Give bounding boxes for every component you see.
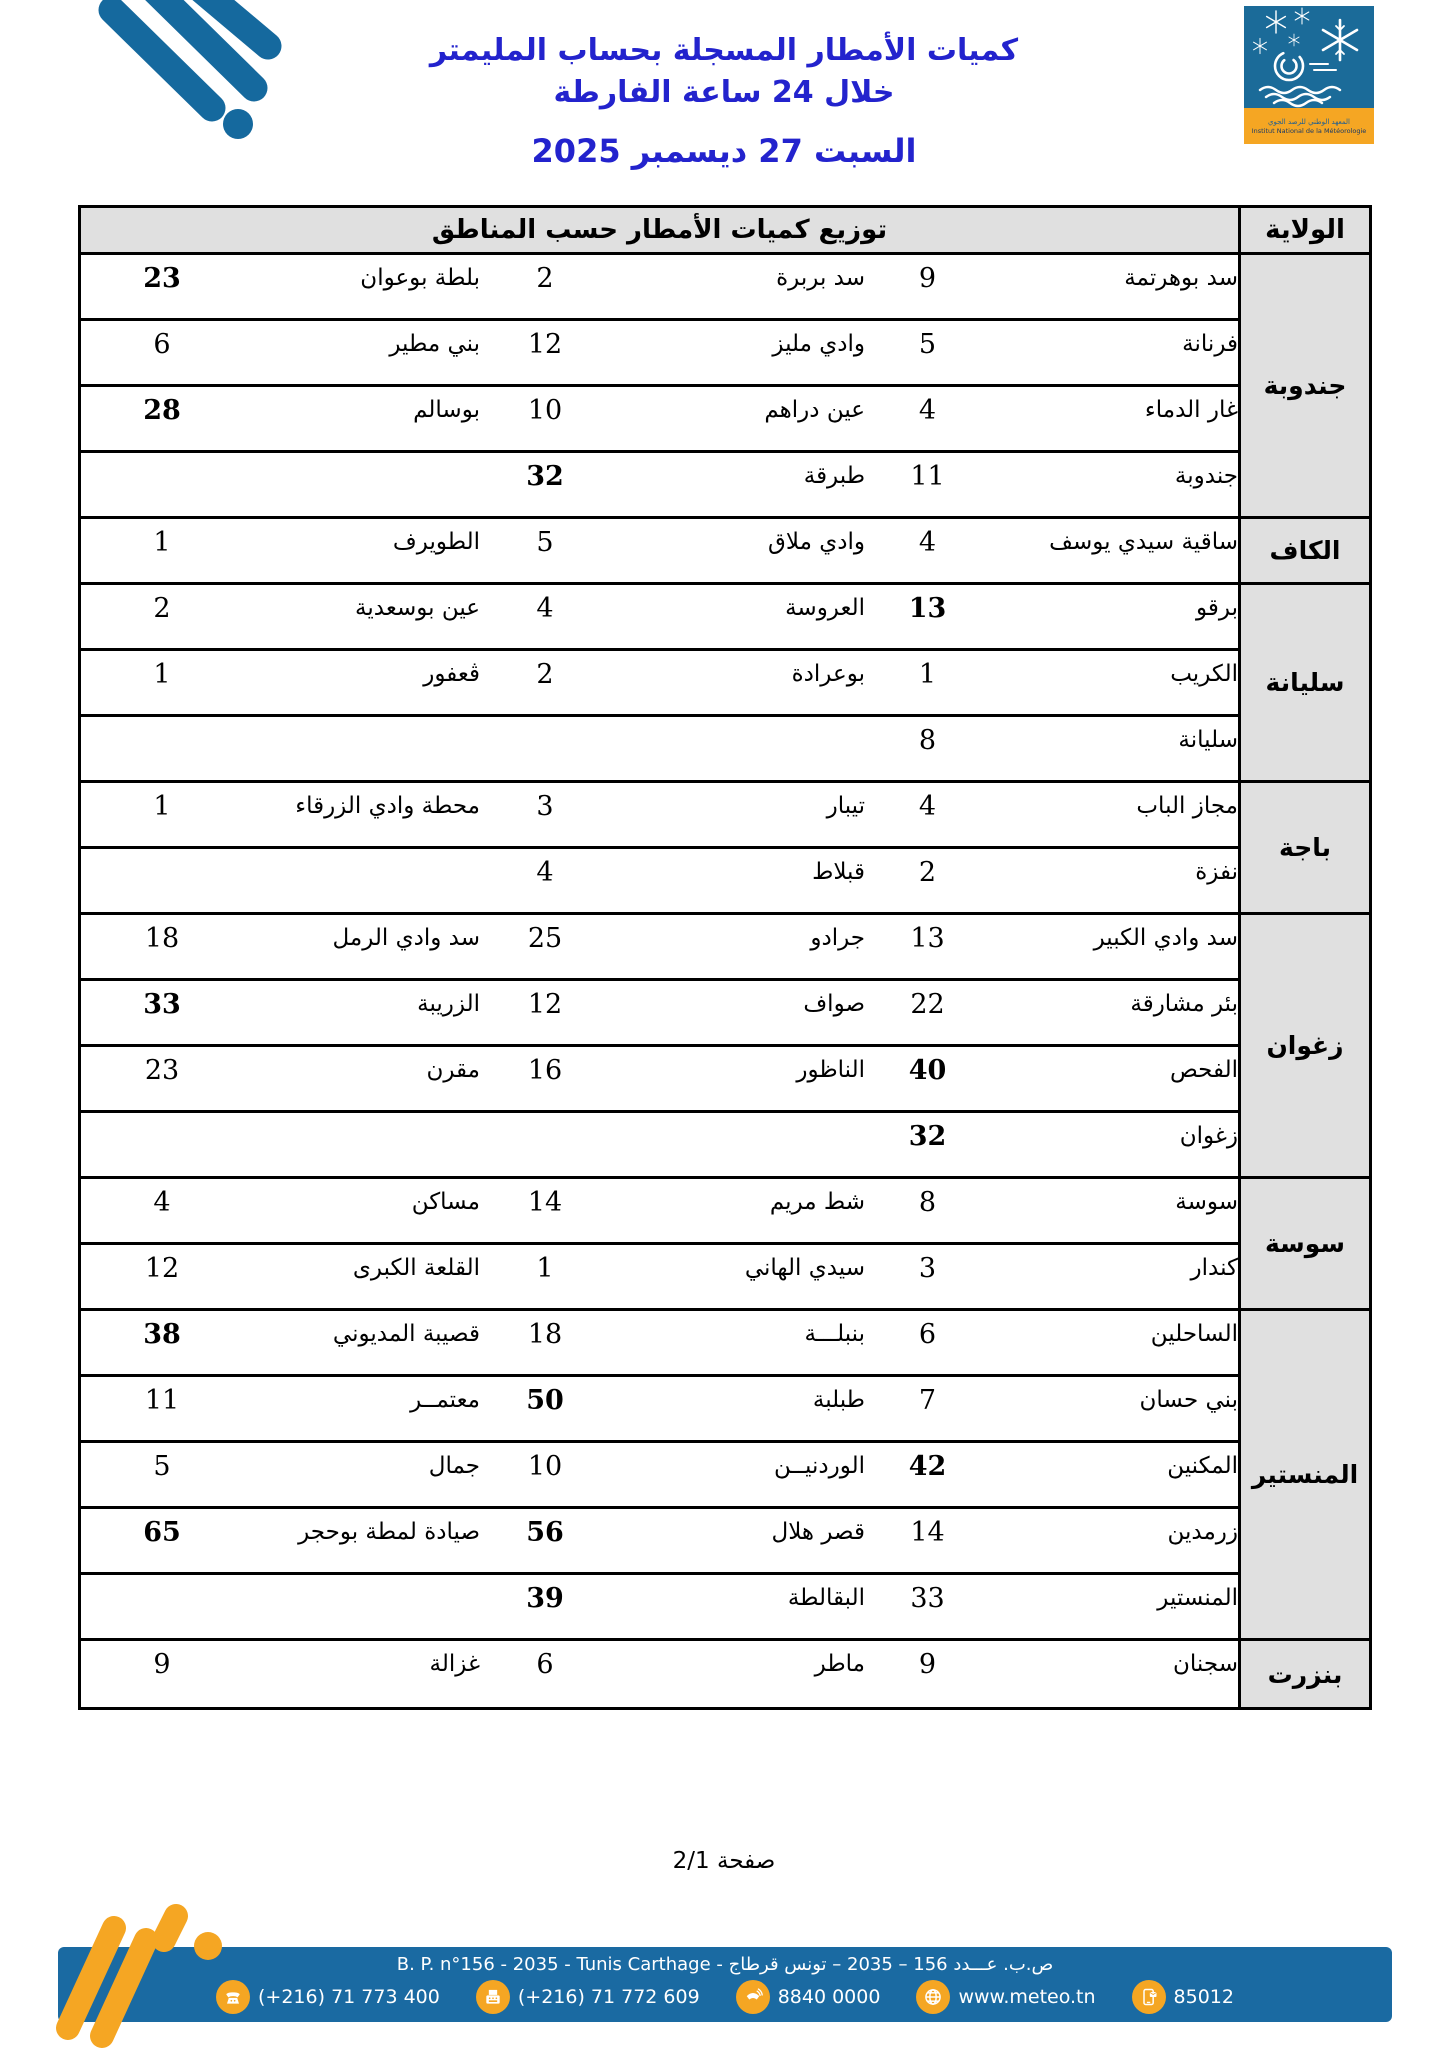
station-name: الطويرف — [392, 529, 480, 555]
wilaya-cell: باجة — [1241, 783, 1369, 915]
inm-name-arabic: المعهد الوطني للرصد الجوي — [1268, 117, 1350, 126]
station-name: بنبلـــة — [804, 1321, 865, 1347]
rainfall-value: 33 — [143, 989, 181, 1020]
rainfall-value: 1 — [153, 659, 171, 690]
station-name: الناظور — [796, 1057, 865, 1083]
rainfall-value: 23 — [144, 1055, 180, 1086]
station-name: ماطر — [814, 1651, 865, 1677]
station-name: ڨعفور — [423, 661, 480, 687]
table-row — [81, 717, 1238, 783]
table-row — [81, 1047, 1238, 1113]
rainfall-value: 38 — [143, 1319, 181, 1350]
inm-name-french: Institut National de la Météorologie — [1251, 126, 1367, 135]
report-title-line1: كميات الأمطار المسجلة بحساب المليمتر — [429, 33, 1019, 68]
station-name: بلطة بوعوان — [360, 265, 480, 291]
rainfall-value: 1 — [536, 1253, 554, 1284]
station-name: بني حسان — [1139, 1387, 1238, 1413]
station-name: المكنين — [1167, 1453, 1238, 1479]
rainfall-value: 3 — [536, 791, 554, 822]
station-name: بئر مشارقة — [1130, 991, 1238, 1017]
station-name — [610, 717, 865, 727]
table-row — [81, 519, 1238, 585]
rainfall-value: 11 — [910, 461, 945, 492]
rainfall-value: 14 — [527, 1187, 563, 1218]
station-name: شط مريم — [769, 1189, 865, 1215]
rainfall-value: 13 — [908, 593, 947, 624]
rainfall-value: 18 — [144, 923, 180, 954]
inm-logo-art-icon — [1244, 6, 1374, 108]
sms-icon — [1132, 1980, 1166, 2014]
rainfall-value: 2 — [153, 593, 171, 624]
rainfall-value: 16 — [527, 1055, 563, 1086]
station-name: جرادو — [810, 925, 865, 951]
station-name: فرنانة — [1182, 331, 1238, 357]
station-name: القلعة الكبرى — [352, 1255, 480, 1281]
phone-icon — [216, 1980, 250, 2014]
rainfall-value: 9 — [918, 1649, 937, 1680]
station-name: سد بربرة — [776, 265, 865, 291]
station-name: الكريب — [1170, 661, 1238, 687]
inm-logo-caption — [1244, 108, 1374, 144]
table-row — [81, 915, 1238, 981]
station-name: الزريبة — [417, 991, 480, 1017]
station-name: غار الدماء — [1144, 397, 1238, 423]
rainfall-value: 7 — [918, 1385, 937, 1416]
table-row — [81, 1509, 1238, 1575]
rainfall-value: 50 — [526, 1385, 564, 1416]
station-name: غزالة — [429, 1651, 480, 1677]
station-name: البقالطة — [787, 1585, 865, 1611]
rainfall-value: 3 — [918, 1253, 937, 1284]
station-name: جندوبة — [1174, 463, 1238, 489]
station-name: سجنان — [1173, 1651, 1238, 1677]
contact-item — [216, 1980, 440, 2014]
rainfall-value: 32 — [526, 461, 564, 492]
table-row — [81, 783, 1238, 849]
wilaya-cell: سليانة — [1241, 585, 1369, 783]
footer-address: B. P. n°156 - 2035 - Tunis Carthage - ص.ب. عـــدد 156 – 2035 – تونس قرطاج — [396, 1954, 1054, 1975]
station-name: عين بوسعدية — [355, 595, 480, 621]
station-name: سد بوهرتمة — [1124, 265, 1238, 291]
rainfall-value: 8 — [918, 725, 937, 756]
station-name — [243, 849, 480, 859]
rainfall-value: 2 — [536, 263, 554, 294]
station-name: قبلاط — [812, 859, 865, 885]
rainfall-value: 39 — [526, 1583, 564, 1614]
wilaya-cell: زغوان — [1241, 915, 1369, 1179]
wilaya-cell: الكاف — [1241, 519, 1369, 585]
table-row — [81, 651, 1238, 717]
station-name: جمال — [428, 1453, 480, 1479]
rainfall-value: 14 — [910, 1517, 945, 1548]
contact-item — [736, 1980, 881, 2014]
station-name: سد وادي الكبير — [1093, 925, 1238, 951]
contact-item — [1132, 1980, 1234, 2014]
rainfall-value: 18 — [527, 1319, 563, 1350]
wilaya-cell: سوسة — [1241, 1179, 1369, 1311]
table-row — [81, 1443, 1238, 1509]
table-row — [81, 1377, 1238, 1443]
rainfall-value: 11 — [144, 1385, 180, 1416]
station-name: العروسة — [785, 595, 865, 621]
station-name: المنستير — [1157, 1585, 1238, 1611]
station-name: طبرقة — [803, 463, 865, 489]
station-name — [610, 1113, 865, 1123]
rainfall-value — [480, 717, 610, 725]
rainfall-value: 4 — [918, 527, 937, 558]
station-name: سوسة — [1175, 1189, 1238, 1215]
table-row — [81, 585, 1238, 651]
table-wilaya-cells — [1241, 255, 1369, 1707]
table-row — [81, 1311, 1238, 1377]
wilaya-cell: جندوبة — [1241, 255, 1369, 519]
table-row — [81, 1575, 1238, 1641]
rainfall-value: 6 — [918, 1319, 937, 1350]
rainfall-value: 25 — [527, 923, 563, 954]
station-name: عين دراهم — [764, 397, 865, 423]
footer-contacts — [58, 1980, 1392, 2014]
station-name: وادي مليز — [772, 331, 865, 357]
rainfall-value — [81, 453, 243, 461]
rainfall-value: 5 — [536, 527, 554, 558]
station-name: زرمدين — [1167, 1519, 1238, 1545]
rainfall-value: 10 — [527, 395, 563, 426]
regions-column — [81, 208, 1238, 1707]
regions-column-header: توزيع كميات الأمطار حسب المناطق — [81, 208, 1238, 255]
rainfall-value: 1 — [153, 527, 171, 558]
rainfall-value — [480, 1113, 610, 1121]
table-row — [81, 387, 1238, 453]
station-name: برقو — [1196, 595, 1238, 621]
wilaya-column — [1238, 208, 1369, 1707]
page-number-label: صفحة 2/1 — [672, 1848, 776, 1874]
rainfall-value: 23 — [143, 263, 181, 294]
table-row — [81, 453, 1238, 519]
table-row — [81, 1113, 1238, 1179]
rainfall-value: 40 — [908, 1055, 947, 1086]
station-name — [243, 717, 480, 727]
globe-icon — [916, 1980, 950, 2014]
station-name: محطة وادي الزرقاء — [295, 793, 480, 819]
rainfall-value: 6 — [153, 329, 171, 360]
rainfall-value: 1 — [153, 791, 171, 822]
station-name: قصيبة المديوني — [332, 1321, 480, 1347]
rainfall-value: 6 — [536, 1649, 554, 1680]
station-name: الفحص — [1169, 1057, 1238, 1083]
rainfall-value: 4 — [918, 395, 937, 426]
rainfall-value: 28 — [143, 395, 181, 426]
contact-text: (+216) 71 772 609 — [517, 1986, 700, 2008]
station-name: سد وادي الرمل — [332, 925, 480, 951]
contact-text: www.meteo.tn — [958, 1986, 1096, 2008]
station-name: وادي ملاق — [768, 529, 865, 555]
contact-text: 8840 0000 — [777, 1986, 881, 2008]
wilaya-cell: المنستير — [1241, 1311, 1369, 1641]
station-name: معتمــر — [410, 1387, 480, 1413]
table-row — [81, 1179, 1238, 1245]
station-name: زغوان — [1179, 1123, 1238, 1149]
rainfall-value: 4 — [153, 1187, 171, 1218]
rainfall-value: 42 — [908, 1451, 947, 1482]
inm-logo — [1244, 6, 1374, 144]
rainfall-value: 9 — [918, 263, 937, 294]
report-date: السبت 27 ديسمبر 2025 — [531, 132, 917, 170]
station-name: صيادة لمطة بوحجر — [298, 1519, 480, 1545]
table-row — [81, 321, 1238, 387]
rainfall-value: 8 — [918, 1187, 937, 1218]
wilaya-column-header: الولاية — [1241, 208, 1369, 255]
table-row — [81, 1245, 1238, 1311]
report-title — [0, 30, 1448, 114]
rainfall-value: 32 — [908, 1121, 947, 1152]
station-name — [243, 1113, 480, 1123]
rainfall-value — [81, 717, 243, 725]
station-name: سليانة — [1178, 727, 1238, 753]
station-name: طبلبة — [812, 1387, 865, 1413]
station-name: ساقية سيدي يوسف — [1049, 529, 1238, 555]
rainfall-value — [81, 849, 243, 857]
report-title-line2: خلال 24 ساعة الفارطة — [553, 75, 895, 110]
rainfall-value — [81, 1113, 243, 1121]
station-name: بوسالم — [413, 397, 480, 423]
contact-text: (+216) 71 773 400 — [258, 1986, 440, 2008]
rainfall-value — [81, 1575, 243, 1583]
station-name: كندار — [1190, 1255, 1238, 1281]
footer-band — [58, 1947, 1392, 2022]
table-row — [81, 849, 1238, 915]
rainfall-value: 12 — [527, 329, 563, 360]
table-row — [81, 1641, 1238, 1707]
station-name: الساحلين — [1150, 1321, 1238, 1347]
station-name: بوعرادة — [791, 661, 865, 687]
rainfall-value: 56 — [526, 1517, 564, 1548]
station-name: مقرن — [426, 1057, 480, 1083]
station-name — [243, 453, 480, 463]
rainfall-value: 33 — [910, 1583, 945, 1614]
contact-item — [916, 1980, 1095, 2014]
rainfall-value: 12 — [144, 1253, 180, 1284]
rainfall-value: 13 — [910, 923, 945, 954]
table-main-rows — [81, 255, 1238, 1707]
station-name: صواف — [803, 991, 865, 1017]
rainfall-value: 22 — [910, 989, 945, 1020]
rainfall-value: 5 — [918, 329, 937, 360]
station-name: قصر هلال — [771, 1519, 865, 1545]
wilaya-cell: بنزرت — [1241, 1641, 1369, 1707]
rainfall-value: 5 — [153, 1451, 171, 1482]
station-name: الوردنيــن — [774, 1453, 865, 1479]
rainfall-value: 4 — [918, 791, 937, 822]
table-row — [81, 255, 1238, 321]
rainfall-value: 9 — [153, 1649, 171, 1680]
station-name: مجاز الباب — [1136, 793, 1238, 819]
rainfall-table — [78, 205, 1372, 1710]
station-name — [243, 1575, 480, 1585]
rainfall-value: 12 — [527, 989, 563, 1020]
table-row — [81, 981, 1238, 1047]
contact-text: 85012 — [1173, 1986, 1234, 2008]
rainfall-value: 4 — [536, 857, 554, 888]
rainfall-value: 2 — [536, 659, 554, 690]
station-name: بني مطير — [389, 331, 480, 357]
fax-icon — [476, 1980, 510, 2014]
rainfall-value: 1 — [918, 659, 937, 690]
rainfall-value: 2 — [918, 857, 937, 888]
station-name: تيبار — [826, 793, 865, 819]
contact-item — [476, 1980, 700, 2014]
station-name: مساكن — [411, 1189, 480, 1215]
callcenter-icon — [736, 1980, 770, 2014]
station-name: سيدي الهاني — [744, 1255, 865, 1281]
rainfall-value: 10 — [527, 1451, 563, 1482]
station-name: نفزة — [1195, 859, 1238, 885]
rainfall-value: 65 — [143, 1517, 181, 1548]
rainfall-value: 4 — [536, 593, 554, 624]
